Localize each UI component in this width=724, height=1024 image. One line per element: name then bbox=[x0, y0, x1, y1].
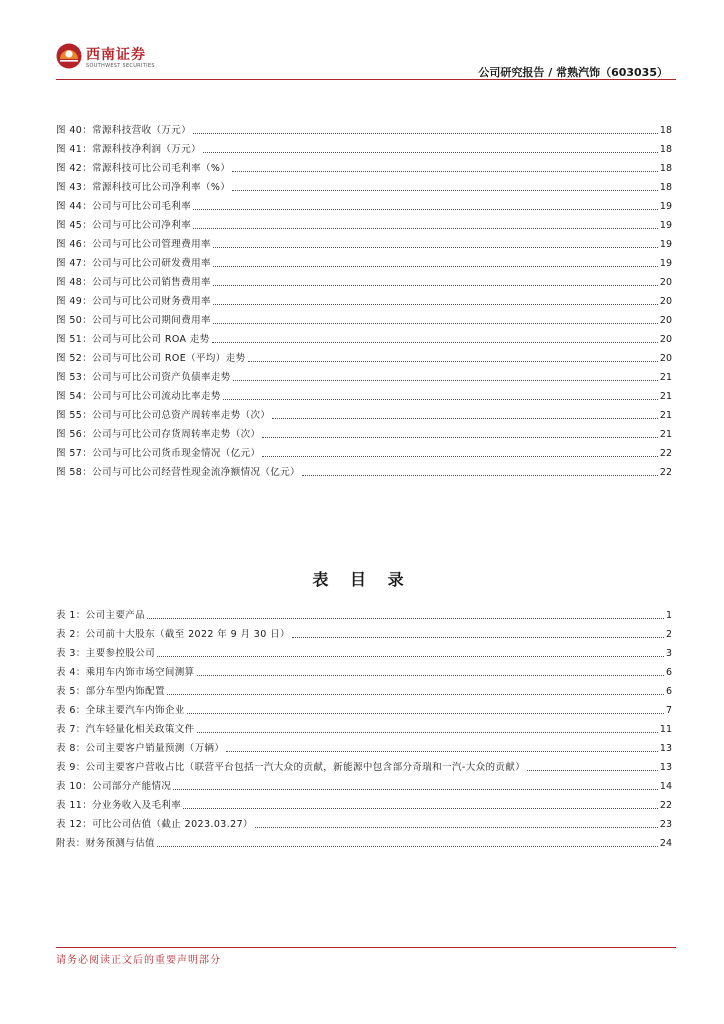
toc-entry-page: 21 bbox=[659, 429, 672, 440]
toc-entry[interactable] bbox=[56, 330, 672, 346]
toc-entry[interactable] bbox=[56, 197, 672, 213]
toc-entry-label: 图 41：常源科技净利润（万元） bbox=[56, 144, 202, 155]
toc-entry-label: 图 58：公司与可比公司经营性现金流净额情况（亿元） bbox=[56, 467, 301, 478]
toc-entry[interactable] bbox=[56, 682, 672, 698]
toc-entry-page: 19 bbox=[659, 220, 672, 231]
toc-entry-label: 图 44：公司与可比公司毛利率 bbox=[56, 201, 192, 212]
toc-dot-leader bbox=[157, 656, 664, 657]
toc-entry-page: 13 bbox=[659, 743, 672, 754]
page-header bbox=[0, 0, 724, 82]
toc-entry-label: 图 45：公司与可比公司净利率 bbox=[56, 220, 192, 231]
toc-entry[interactable] bbox=[56, 178, 672, 194]
header-divider bbox=[56, 79, 676, 80]
toc-entry-page: 22 bbox=[659, 467, 672, 478]
toc-entry[interactable] bbox=[56, 444, 672, 460]
toc-entry-page: 14 bbox=[659, 781, 672, 792]
toc-entry-label: 图 48：公司与可比公司销售费用率 bbox=[56, 277, 211, 288]
toc-entry[interactable] bbox=[56, 720, 672, 736]
toc-entry-page: 24 bbox=[659, 838, 672, 849]
toc-entry[interactable] bbox=[56, 606, 672, 622]
tables-section-title: 表 目 录 bbox=[312, 570, 412, 589]
toc-entry-label: 图 53：公司与可比公司资产负债率走势 bbox=[56, 372, 231, 383]
toc-entry-label: 图 46：公司与可比公司管理费用率 bbox=[56, 239, 211, 250]
toc-entry-label: 图 47：公司与可比公司研发费用率 bbox=[56, 258, 211, 269]
toc-dot-leader bbox=[213, 323, 658, 324]
toc-entry-page: 18 bbox=[659, 144, 672, 155]
toc-entry[interactable] bbox=[56, 140, 672, 156]
toc-dot-leader bbox=[223, 399, 658, 400]
toc-dot-leader bbox=[203, 152, 658, 153]
toc-entry[interactable] bbox=[56, 159, 672, 175]
toc-entry-label: 图 43：常源科技可比公司净利率（%） bbox=[56, 182, 231, 193]
toc-entry[interactable] bbox=[56, 663, 672, 679]
toc-entry[interactable] bbox=[56, 273, 672, 289]
toc-dot-leader bbox=[193, 133, 658, 134]
toc-entry-label: 表 2：公司前十大股东（截至 2022 年 9 月 30 日） bbox=[56, 629, 290, 640]
footer-disclaimer: 请务必阅读正文后的重要声明部分 bbox=[56, 955, 221, 966]
toc-entry[interactable] bbox=[56, 739, 672, 755]
toc-dot-leader bbox=[167, 694, 664, 695]
toc-entry-label: 图 57：公司与可比公司货币现金情况（亿元） bbox=[56, 448, 261, 459]
toc-entry[interactable] bbox=[56, 235, 672, 251]
toc-entry-page: 19 bbox=[659, 258, 672, 269]
toc-entry-label: 表 9：公司主要客户营收占比（联营平台包括一汽大众的贡献，新能源中包含部分奇瑞和一汽-大众的贡献） bbox=[56, 762, 526, 773]
toc-dot-leader bbox=[302, 475, 658, 476]
toc-entry-label: 表 10：公司部分产能情况 bbox=[56, 781, 172, 792]
toc-entry[interactable] bbox=[56, 406, 672, 422]
toc-entry-page: 23 bbox=[659, 819, 672, 830]
toc-entry-label: 图 54：公司与可比公司流动比率走势 bbox=[56, 391, 221, 402]
toc-entry-label: 表 7：汽车轻量化相关政策文件 bbox=[56, 724, 195, 735]
toc-dot-leader bbox=[187, 713, 664, 714]
toc-entry-page: 7 bbox=[665, 705, 672, 716]
toc-entry-page: 3 bbox=[665, 648, 672, 659]
toc-entry-page: 22 bbox=[659, 448, 672, 459]
toc-entry-label: 表 6：全球主要汽车内饰企业 bbox=[56, 705, 185, 716]
toc-entry-page: 19 bbox=[659, 201, 672, 212]
toc-entry-label: 图 52：公司与可比公司 ROE（平均）走势 bbox=[56, 353, 246, 364]
toc-entry[interactable] bbox=[56, 796, 672, 812]
toc-entry-label: 表 8：公司主要客户销量预测（万辆） bbox=[56, 743, 225, 754]
toc-entry-label: 图 55：公司与可比公司总资产周转率走势（次） bbox=[56, 410, 271, 421]
toc-entry-page: 21 bbox=[659, 410, 672, 421]
toc-dot-leader bbox=[193, 209, 658, 210]
footer-divider bbox=[56, 947, 676, 948]
toc-entry[interactable] bbox=[56, 121, 672, 137]
toc-dot-leader bbox=[213, 266, 658, 267]
toc-dot-leader bbox=[232, 171, 658, 172]
toc-entry[interactable] bbox=[56, 216, 672, 232]
toc-dot-leader bbox=[213, 285, 658, 286]
toc-entry-page: 2 bbox=[665, 629, 672, 640]
toc-entry-label: 图 51：公司与可比公司 ROA 走势 bbox=[56, 334, 210, 345]
toc-entry[interactable] bbox=[56, 254, 672, 270]
toc-entry-page: 22 bbox=[659, 800, 672, 811]
toc-entry-page: 19 bbox=[659, 239, 672, 250]
toc-entry[interactable] bbox=[56, 349, 672, 365]
toc-dot-leader bbox=[183, 808, 658, 809]
toc-entry-label: 表 11：分业务收入及毛利率 bbox=[56, 800, 182, 811]
toc-dot-leader bbox=[213, 304, 658, 305]
toc-dot-leader bbox=[193, 228, 658, 229]
toc-dot-leader bbox=[212, 342, 658, 343]
toc-dot-leader bbox=[226, 751, 658, 752]
toc-entry-label: 表 5：部分车型内饰配置 bbox=[56, 686, 165, 697]
logo-english-name: SOUTHWEST SECURITIES bbox=[86, 63, 155, 69]
toc-dot-leader bbox=[248, 361, 658, 362]
toc-entry-page: 20 bbox=[659, 277, 672, 288]
toc-entry[interactable] bbox=[56, 311, 672, 327]
toc-entry-page: 20 bbox=[659, 334, 672, 345]
toc-entry-label: 表 12：可比公司估值（截止 2023.03.27） bbox=[56, 819, 253, 830]
toc-entry[interactable] bbox=[56, 625, 672, 641]
toc-entry-label: 图 50：公司与可比公司期间费用率 bbox=[56, 315, 211, 326]
toc-dot-leader bbox=[213, 247, 658, 248]
toc-entry-page: 11 bbox=[659, 724, 672, 735]
toc-dot-leader bbox=[255, 827, 658, 828]
toc-entry[interactable] bbox=[56, 368, 672, 384]
toc-entry-label: 图 42：常源科技可比公司毛利率（%） bbox=[56, 163, 231, 174]
toc-entry[interactable] bbox=[56, 463, 672, 479]
toc-entry[interactable] bbox=[56, 644, 672, 660]
toc-entry-label: 附表：财务预测与估值 bbox=[56, 838, 156, 849]
toc-entry[interactable] bbox=[56, 758, 672, 774]
toc-dot-leader bbox=[233, 380, 658, 381]
toc-entry-page: 21 bbox=[659, 372, 672, 383]
toc-entry[interactable] bbox=[56, 425, 672, 441]
toc-entry-label: 图 56：公司与可比公司存货周转率走势（次） bbox=[56, 429, 261, 440]
southwest-securities-logo-icon bbox=[56, 43, 82, 69]
toc-entry-page: 6 bbox=[665, 667, 672, 678]
toc-entry-label: 表 4：乘用车内饰市场空间测算 bbox=[56, 667, 195, 678]
toc-entry[interactable] bbox=[56, 815, 672, 831]
toc-entry[interactable] bbox=[56, 777, 672, 793]
toc-entry-page: 6 bbox=[665, 686, 672, 697]
toc-entry-page: 20 bbox=[659, 353, 672, 364]
toc-entry[interactable] bbox=[56, 292, 672, 308]
toc-dot-leader bbox=[147, 618, 664, 619]
toc-entry-page: 20 bbox=[659, 296, 672, 307]
toc-dot-leader bbox=[197, 732, 658, 733]
toc-dot-leader bbox=[292, 637, 664, 638]
toc-entry-label: 图 49：公司与可比公司财务费用率 bbox=[56, 296, 211, 307]
toc-dot-leader bbox=[197, 675, 664, 676]
toc-entry-label: 表 1：公司主要产品 bbox=[56, 610, 146, 621]
toc-entry-page: 21 bbox=[659, 391, 672, 402]
report-title: 公司研究报告 / 常熟汽饰（603035） bbox=[478, 66, 668, 79]
toc-dot-leader bbox=[272, 418, 658, 419]
toc-entry-page: 13 bbox=[659, 762, 672, 773]
toc-dot-leader bbox=[527, 770, 658, 771]
toc-entry-page: 20 bbox=[659, 315, 672, 326]
toc-entry-label: 表 3：主要参控股公司 bbox=[56, 648, 155, 659]
toc-entry-page: 18 bbox=[659, 182, 672, 193]
logo-chinese-name: 西南证券 bbox=[86, 47, 146, 63]
toc-entry-page: 18 bbox=[659, 125, 672, 136]
toc-dot-leader bbox=[173, 789, 658, 790]
toc-entry[interactable] bbox=[56, 701, 672, 717]
toc-entry-page: 18 bbox=[659, 163, 672, 174]
toc-dot-leader bbox=[262, 437, 657, 438]
toc-entry[interactable] bbox=[56, 387, 672, 403]
toc-dot-leader bbox=[262, 456, 657, 457]
toc-entry-label: 图 40：常源科技营收（万元） bbox=[56, 125, 192, 136]
toc-entry[interactable] bbox=[56, 834, 672, 850]
toc-dot-leader bbox=[157, 846, 658, 847]
toc-dot-leader bbox=[232, 190, 658, 191]
toc-entry-page: 1 bbox=[665, 610, 672, 621]
